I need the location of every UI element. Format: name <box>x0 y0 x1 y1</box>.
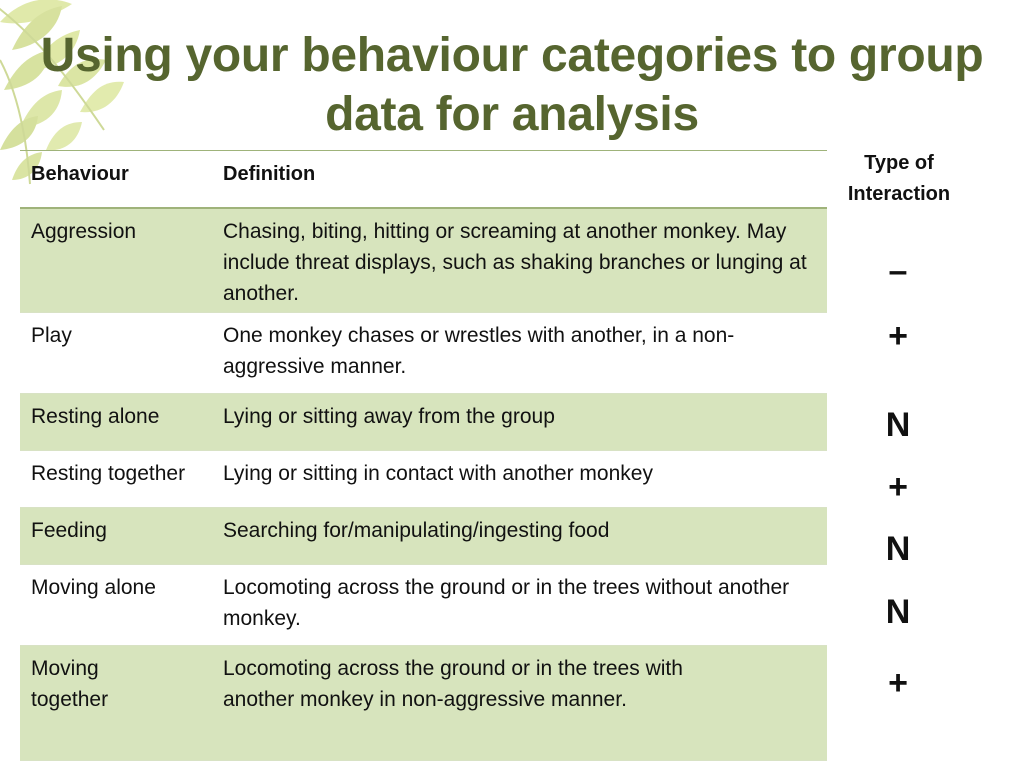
definition-cell: Locomoting across the ground or in the trees with another monkey in non-aggressive manner. <box>223 657 683 711</box>
table-row <box>20 209 827 313</box>
table-header-row <box>20 151 827 209</box>
interaction-symbol: N <box>885 593 911 631</box>
behaviour-cell: Resting together <box>31 462 186 485</box>
behaviour-cell: Feeding <box>31 519 107 542</box>
table-row <box>20 451 827 508</box>
behaviour-table <box>20 150 827 761</box>
behaviour-cell: Aggression <box>31 220 137 243</box>
interaction-symbol: – <box>888 252 908 290</box>
table-row <box>20 646 827 761</box>
table-row <box>20 394 827 451</box>
definition-cell: Lying or sitting in contact with another monkey <box>223 462 653 485</box>
interaction-symbol: + <box>888 317 908 355</box>
column-header-definition: Definition <box>223 163 316 185</box>
column-header-behaviour: Behaviour <box>31 163 129 185</box>
interaction-symbol: N <box>885 406 911 444</box>
table-row <box>20 508 827 565</box>
definition-cell: Locomoting across the ground or in the trees without another monkey. <box>223 576 790 630</box>
definition-cell: One monkey chases or wrestles with another, in a non-aggressive manner. <box>223 324 735 378</box>
definition-cell: Searching for/manipulating/ingesting food <box>223 519 610 542</box>
interaction-symbol: + <box>888 664 908 702</box>
definition-cell: Lying or sitting away from the group <box>223 405 555 428</box>
definition-cell: Chasing, biting, hitting or screaming at another monkey. May include threat displays, such as shaking branches or lunging at another. <box>223 220 807 305</box>
behaviour-cell: Moving alone <box>31 576 156 599</box>
interaction-type-header: Type of Interaction <box>847 152 951 205</box>
slide-title: Using your behaviour categories to group data for analysis <box>40 29 984 141</box>
interaction-symbol: N <box>885 530 911 568</box>
table-row <box>20 313 827 394</box>
behaviour-cell: Moving together <box>31 657 109 711</box>
behaviour-cell: Play <box>31 324 72 347</box>
behaviour-cell: Resting alone <box>31 405 160 428</box>
table-row <box>20 565 827 646</box>
interaction-symbol: + <box>888 468 908 506</box>
